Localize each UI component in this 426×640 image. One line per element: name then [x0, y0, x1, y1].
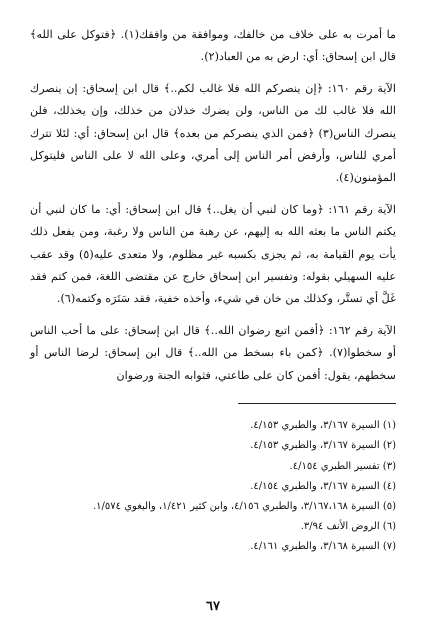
- main-text: [30, 24, 396, 387]
- footnote-item: (٦) الروض الأنف ٣/٩٤.: [300, 521, 396, 533]
- paragraph-intro: ما أمرت به على خلاف من خالفك، وموافقة من وافقك(١). ﴿فتوكل على الله﴾ قال ابن إسحاق: أي: ارض به من العباد(٢).: [30, 28, 396, 64]
- footnote-item: (٧) السيرة ٣/١٦٨، والطبري ٤/١٦١.: [250, 541, 396, 553]
- footnote-item: (٢) السيرة ٣/١٦٧، والطبري ٤/١٥٣.: [250, 440, 396, 452]
- footnote-separator: [238, 403, 396, 404]
- paragraph-verse-161: الآية رقم ١٦١: ﴿وما كان لنبي أن يغل..﴾ قال ابن إسحاق: أي: ما كان لنبي أن يكتم الناس ما بعثه الله به إليهم، عن رهبة من الناس ولا رغبة، ومن يفعل ذلك يأت يوم القيامة به، ثم يجزى بكسبه غير مظلوم، ولا متعدى عليه(٥) وقد عقب عليه السهيلي بقوله: وتفسير ابن إسحاق خارج عن مقتضى اللغة، فمن كتم فقد غَلَّ أي تستَّر، وكذلك من خان في شيء، وأخذه خفية، فقد سَتَرَه وكتمه(٦).: [30, 202, 396, 306]
- page-number: ٦٧: [206, 599, 220, 614]
- footnote-item: (٣) تفسير الطبري ٤/١٥٤.: [289, 460, 396, 472]
- footnote-item: (١) السيرة ٣/١٦٧، والطبري ٤/١٥٣.: [250, 420, 396, 432]
- footnote-item: (٤) السيرة ٣/١٦٧، والطبري ٤/١٥٤.: [250, 480, 396, 492]
- footnote-item: (٥) السيرة ٣/١٦٧،١٦٨، والطبري ٤/١٥٦، وابن كثير ١/٤٢١، والبغوي ١/٥٧٤.: [92, 500, 396, 512]
- footnotes-list: [30, 416, 396, 557]
- paragraph-verse-160: الآية رقم ١٦٠: ﴿إن ينصركم الله فلا غالب لكم..﴾ قال ابن إسحاق: إن ينصرك الله فلا غالب لك من الناس، ولن يضرك خذلان من خذلك، وإن يخذلك، فلن ينصرك الناس(٣) ﴿فمن الذي ينصركم من بعده﴾ قال ابن إسحاق: أي: لئلا تترك أمري للناس، وأرفض أمر الناس إلى أمري، وعلى الله لا على الناس فليتوكل المؤمنون(٤).: [30, 81, 397, 185]
- paragraph-verse-162: الآية رقم ١٦٢: ﴿أفمن اتبع رضوان الله..﴾ قال ابن إسحاق: على ما أحب الناس أو سخطوا(٧). ﴿كمن باء بسخط من الله..﴾ قال ابن إسحاق: لرضا الناس أو سخطهم، يقول: أفمن كان على طاعتي، فثوابه الجنة ورضوان: [30, 323, 397, 382]
